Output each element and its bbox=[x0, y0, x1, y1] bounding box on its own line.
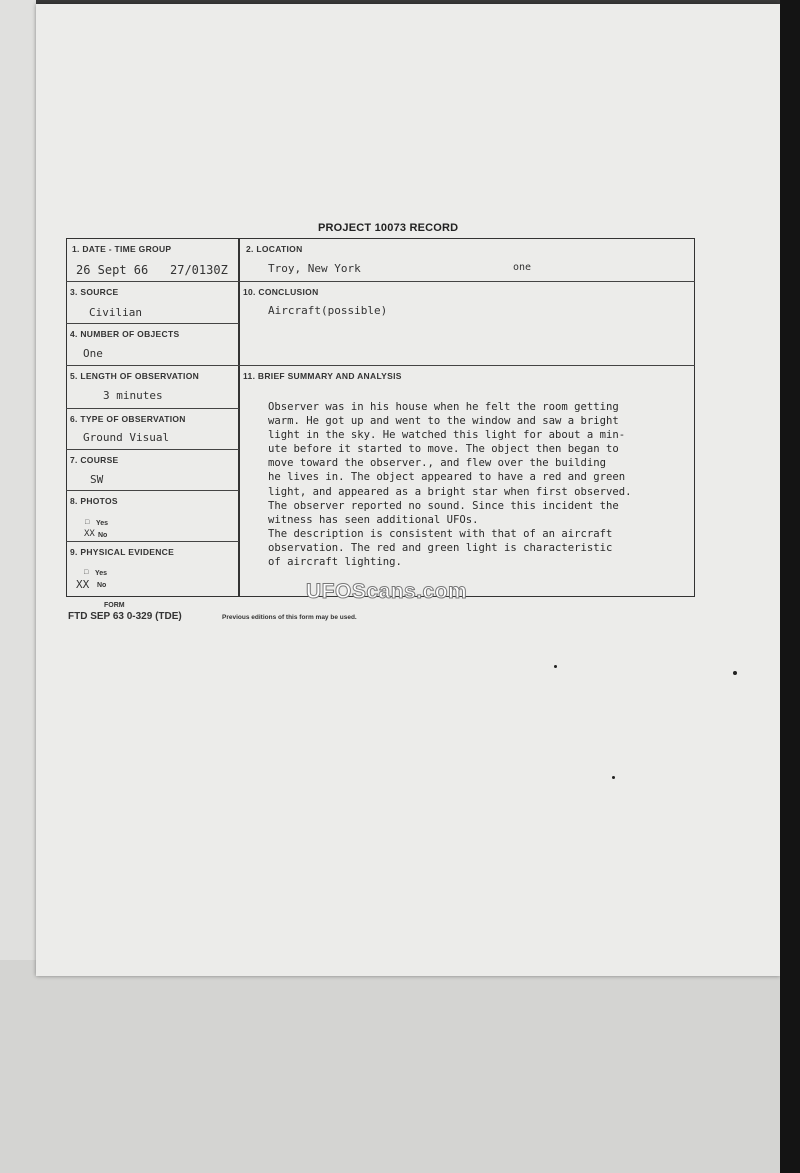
conclusion-label: 10. CONCLUSION bbox=[243, 287, 319, 297]
location-value: Troy, New York bbox=[268, 262, 361, 275]
row-divider bbox=[66, 281, 695, 282]
evidence-mark: XX bbox=[76, 578, 90, 591]
summary-line: light in the sky. He watched this light for about a min- bbox=[268, 429, 626, 442]
physical-evidence-label: 9. PHYSICAL EVIDENCE bbox=[70, 547, 175, 557]
number-of-objects-label: 4. NUMBER OF OBJECTS bbox=[70, 329, 180, 339]
right-dark-edge bbox=[780, 0, 800, 1173]
summary-line: he lives in. The object appeared to have a red and green bbox=[268, 471, 626, 484]
summary-line: of aircraft lighting. bbox=[268, 556, 402, 569]
summary-line: The description is consistent with that of an aircraft bbox=[268, 527, 613, 540]
type-of-observation-label: 6. TYPE OF OBSERVATION bbox=[70, 414, 186, 424]
summary-text bbox=[268, 400, 678, 569]
summary-line: move toward the observer., and flew over the building bbox=[268, 457, 607, 470]
row-divider bbox=[66, 323, 239, 324]
row-divider bbox=[66, 490, 239, 491]
length-label: 5. LENGTH OF OBSERVATION bbox=[70, 371, 200, 381]
photos-yes-checkbox: □ bbox=[85, 519, 90, 526]
row-divider bbox=[66, 365, 695, 366]
evidence-no-label: No bbox=[97, 582, 107, 589]
summary-line: The observer reported no sound. Since this incident the bbox=[268, 499, 619, 512]
photos-mark: XX bbox=[84, 529, 95, 539]
summary-line: witness has seen additional UFOs. bbox=[268, 513, 479, 526]
row-divider bbox=[66, 408, 239, 409]
scan-speck bbox=[554, 665, 557, 668]
underlying-sheet bbox=[0, 960, 800, 1173]
conclusion-value: Aircraft(possible) bbox=[268, 304, 388, 317]
location-extra: one bbox=[513, 262, 532, 273]
scan-speck bbox=[612, 776, 615, 779]
date-time-label: 1. DATE - TIME GROUP bbox=[72, 244, 172, 254]
summary-line: light, and appeared as a bright star when first observed. bbox=[268, 485, 632, 498]
course-value: SW bbox=[90, 473, 104, 486]
date-value: 26 Sept 66 bbox=[76, 263, 149, 277]
summary-line: Observer was in his house when he felt the room getting bbox=[268, 401, 619, 413]
source-value: Civilian bbox=[89, 306, 142, 319]
summary-label: 11. BRIEF SUMMARY AND ANALYSIS bbox=[243, 371, 402, 381]
footer-form-word: FORM bbox=[104, 602, 125, 609]
evidence-yes-label: Yes bbox=[95, 570, 108, 577]
photos-label: 8. PHOTOS bbox=[70, 496, 118, 506]
photos-no-label: No bbox=[98, 532, 108, 539]
left-paper-strip bbox=[0, 0, 36, 960]
type-of-observation-value: Ground Visual bbox=[83, 431, 170, 444]
footer-form-code: FTD SEP 63 0-329 (TDE) bbox=[68, 611, 182, 622]
summary-line: ute before it started to move. The object then began to bbox=[268, 443, 619, 456]
photos-yes-label: Yes bbox=[96, 520, 109, 527]
evidence-yes-checkbox: □ bbox=[84, 569, 89, 576]
location-label: 2. LOCATION bbox=[246, 244, 303, 254]
summary-line: observation. The red and green light is characteristic bbox=[268, 541, 613, 554]
length-value: 3 minutes bbox=[103, 389, 163, 402]
source-label: 3. SOURCE bbox=[70, 287, 119, 297]
form-column-divider bbox=[238, 238, 240, 597]
scan-speck bbox=[733, 671, 737, 675]
row-divider bbox=[66, 449, 239, 450]
summary-line: warm. He got up and went to the window and saw a bright bbox=[268, 415, 619, 428]
time-value: 27/0130Z bbox=[170, 263, 228, 277]
watermark: UFOScans.com bbox=[306, 580, 468, 603]
footer-note: Previous editions of this form may be used. bbox=[222, 614, 357, 621]
row-divider bbox=[66, 541, 239, 542]
course-label: 7. COURSE bbox=[70, 455, 119, 465]
number-of-objects-value: One bbox=[83, 347, 103, 360]
form-title: PROJECT 10073 RECORD bbox=[318, 222, 459, 234]
